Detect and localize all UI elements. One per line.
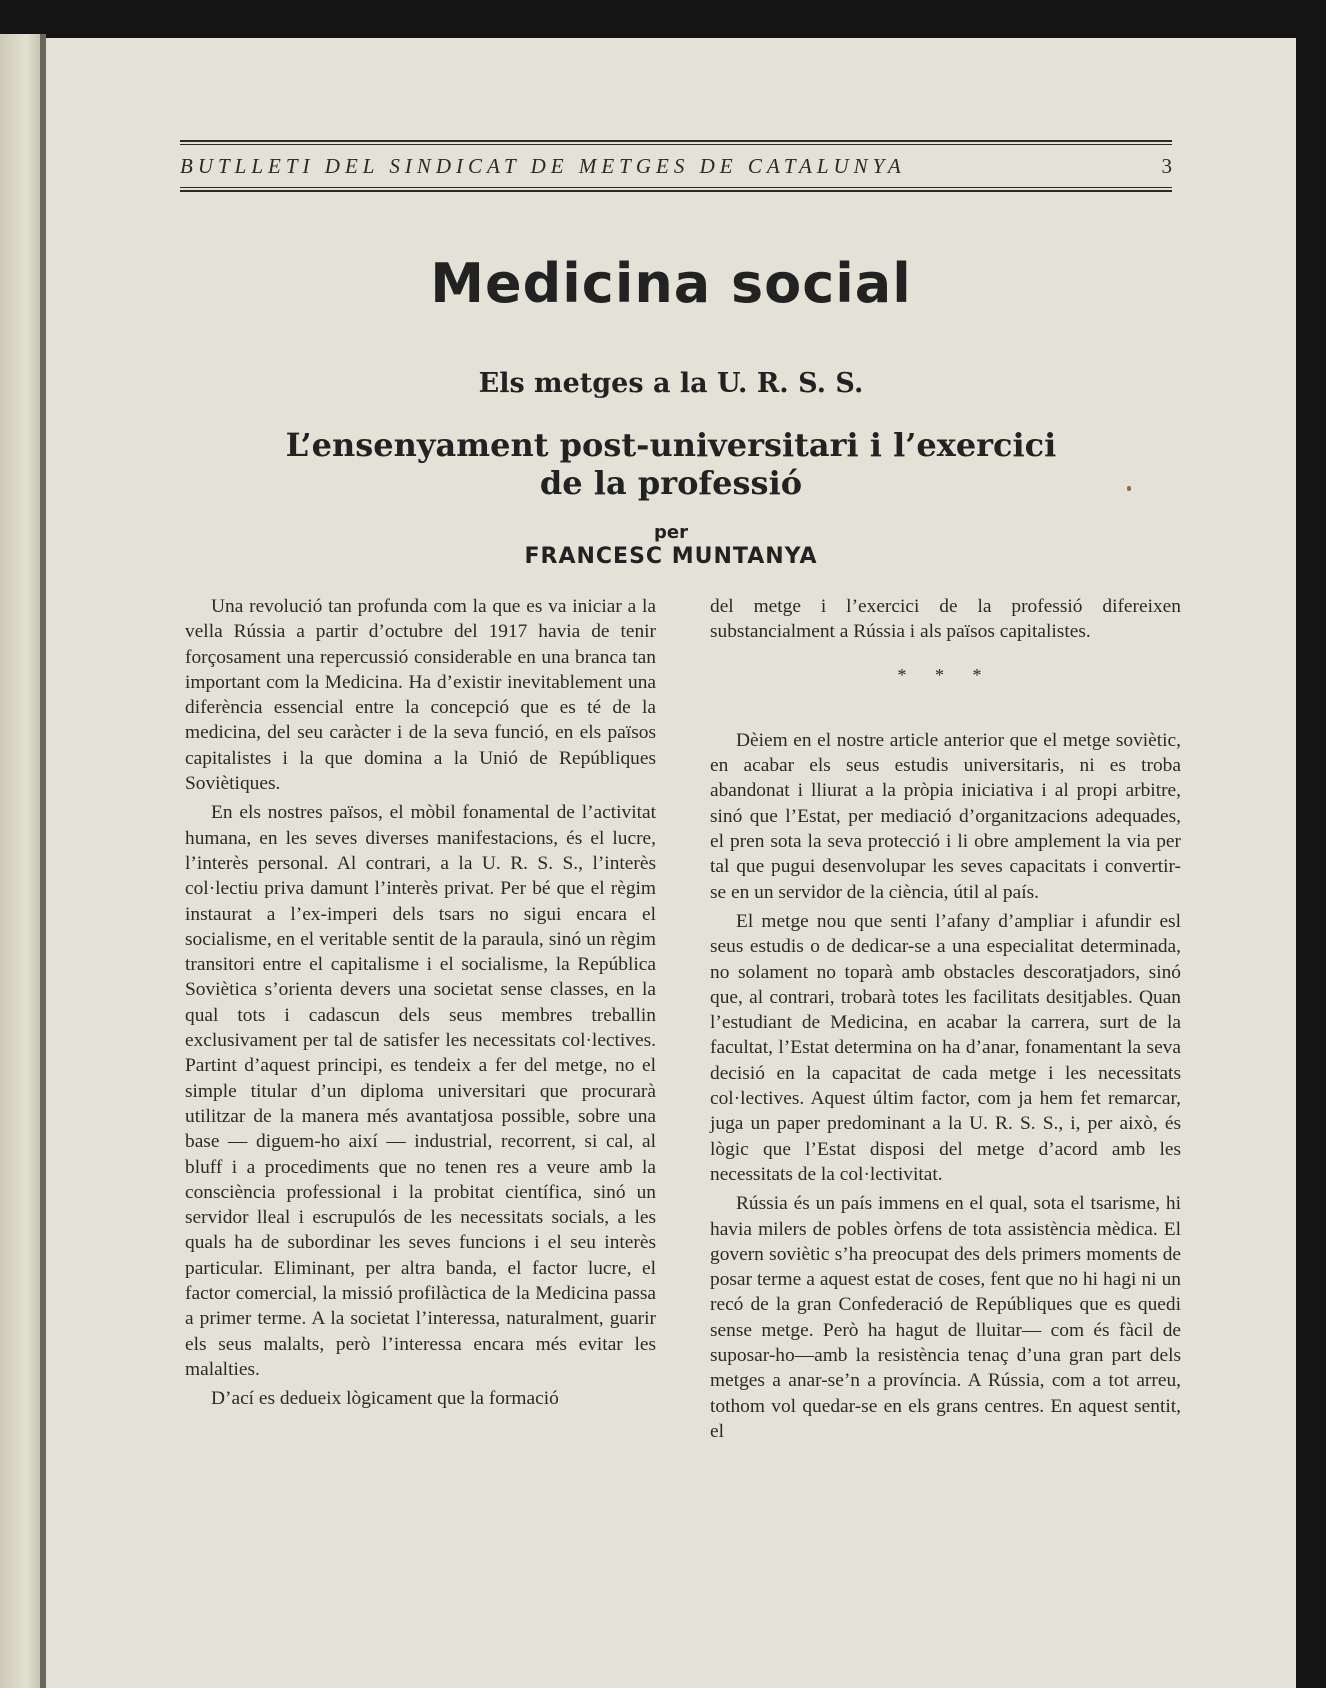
section-separator: * * *	[897, 664, 994, 685]
header-rule-top	[180, 140, 1172, 142]
author-name: FRANCESC MUNTANYA	[524, 544, 818, 569]
paragraph: En els nostres països, el mòbil fonamental de l’activitat humana, en les seves diverses manifestacions, és el lucre, l’interès personal. Al contrari, a la U. R. S. S., l’interès col·lectiu priva damunt l’interès privat. Per bé que el règim instaurat a l’ex-imperi dels tsars no sigui encara el socialisme, en el veritable sentit de la paraula, sinó un règim transitori entre el capitalisme i el socialisme, la República Soviètica s’orienta devers una societat sense classes, en la qual tots i cadascun dels seus membres treballin exclusivament per tal de satisfer les necessitats col·lectives. Partint d’aquest principi, es tendeix a fer del metge, no el simple titular d’un diploma universitari que procurarà utilitzar de la manera més avantatjosa possible, sobre una base — diguem-ho així — industrial, recorrent, si cal, al bluff i a procediments que no tenen res a veure amb la consciència professional i la probitat científica, sinó un servidor lleal i escrupulós de les necessitats socials, a les quals ha de subordinar les seves funcions i el seu interès particular. Eliminant, per altra banda, el factor lucre, el factor comercial, la missió profilàctica de la Medicina passa a primer terme. A la societat l’interessa, naturalment, guarir els seus malalts, però l’interessa encara més evitar les malalties.	[185, 802, 656, 1380]
ink-speck	[1127, 486, 1131, 491]
article-subtitle: Els metges a la U. R. S. S.	[478, 368, 864, 399]
running-header	[180, 138, 1172, 194]
left-column	[185, 594, 656, 1448]
journal-page	[46, 38, 1296, 1688]
article-title-line-2: de la professió	[539, 464, 803, 502]
paragraph: Dèiem en el nostre article anterior que el metge soviètic, en acabar els seus estudis universitaris, ni es troba abandonat i lliurat a la pròpia iniciativa i al propi arbitre, sinó que l’Estat, per mediació d’organitzacions adequades, el pren sota la seva protecció i li obre amplement la via per tal que pugui desenvolupar les seves capacitats i convertir-se en un servidor de la ciència, útil al país.	[710, 729, 1181, 903]
section-title: Medicina social	[430, 252, 912, 315]
paragraph: El metge nou que senti l’afany d’ampliar i afundir esl seus estudis o de dedicar-se a una especialitat determinada, no solament no toparà amb obstacles descoratjadors, sinó que, al contrari, trobarà totes les facilitats desitjables. Quan l’estudiant de Medicina, en acabar la carrera, surt de la facultat, l’Estat determina on ha d’anar, fonamentant la seva decisió en la capacitat de cada metge i les necessitats col·lectives. Aquest últim factor, com ja hem fet remarcar, juga un paper predominant a la U. R. S. S., i, per això, és lògic que l’Estat disposi del metge d’acord amb les necessitats de la col·lectivitat.	[710, 910, 1181, 1185]
header-rule-bottom-thin	[180, 187, 1172, 188]
page-number: 3	[1161, 154, 1172, 178]
left-page-edge	[0, 34, 44, 1688]
article-body	[185, 594, 1181, 1448]
paragraph: del metge i l’exercici de la professió difereixen substancialment a Rússia i als països capitalistes.	[710, 596, 1181, 643]
paragraph: D’ací es dedueix lògicament que la formació	[211, 1388, 559, 1410]
article-title-line-1: L’ensenyament post-universitari i l’exercici	[285, 426, 1057, 464]
header-row	[180, 147, 1172, 185]
header-rule-bottom	[180, 190, 1172, 192]
header-rule-top-thin	[180, 144, 1172, 145]
right-column	[710, 594, 1181, 1448]
paragraph: Una revolució tan profunda com la que es va iniciar a la vella Rússia a partir d’octubre del 1917 havia de tenir forçosament una repercussió considerable en una branca tan important com la Medicina. Ha d’existir inevitablement una diferència essencial entre la concepció que es té de la medicina, del seu caràcter i de la seva funció, en els països capitalistes i la que domina a la Unió de Repúbliques Soviètiques.	[185, 596, 656, 795]
byline-per: per	[654, 522, 688, 543]
article-title	[46, 426, 1296, 502]
journal-title: BUTLLETI DEL SINDICAT DE METGES DE CATALUNYA	[180, 154, 906, 178]
paragraph: Rússia és un país immens en el qual, sota el tsarisme, hi havia milers de pobles òrfens de tota assistència mèdica. El govern soviètic s’ha preocupat des dels primers moments de posar terme a aquest estat de coses, fent que no hi hagi ni un recó de la gran Confederació de Repúbliques que es quedi sense metge. Però ha hagut de lluitar— com és fàcil de suposar-ho—amb la resistència tenaç d’una gran part dels metges a anar-se’n a província. A Rússia, com a tot arreu, tothom vol quedar-se en els grans centres. En aquest sentit, el	[710, 1193, 1181, 1442]
